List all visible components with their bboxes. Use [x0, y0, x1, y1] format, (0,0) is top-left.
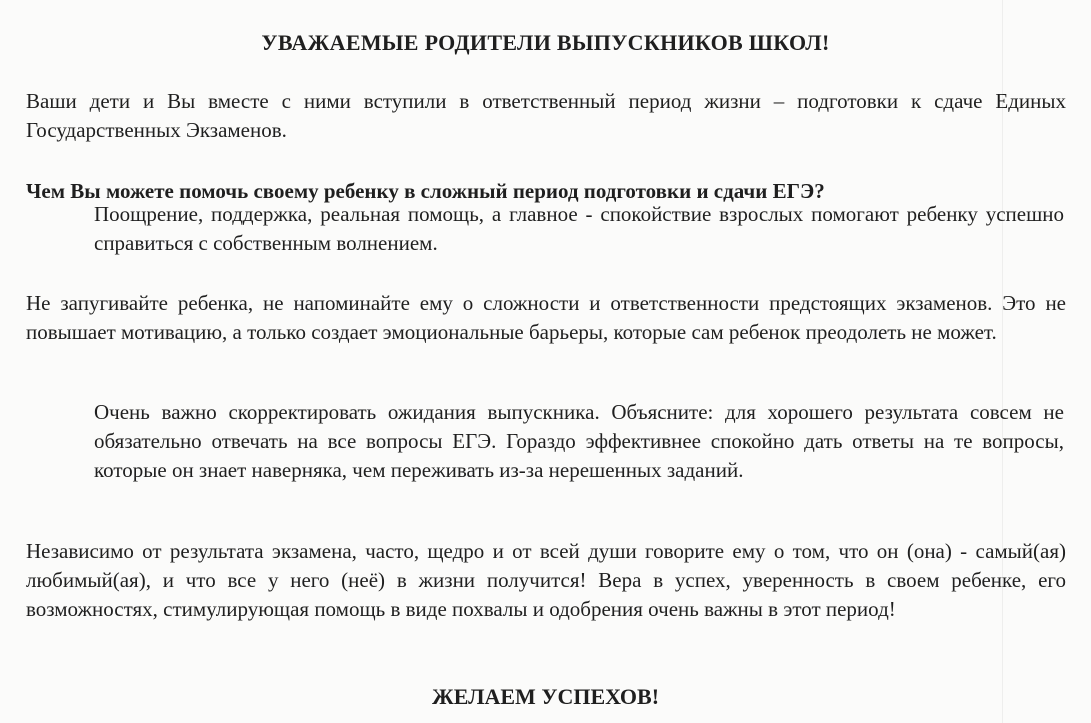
- section-heading: Чем Вы можете помочь своему ребенку в сложный период подготовки и сдачи ЕГЭ?: [26, 179, 825, 203]
- warning-paragraph: Не запугивайте ребенка, не напоминайте ему о сложности и ответственности предстоящих экзаменов. Это не повышает мотивацию, а только создает эмоциональные барьеры, которые сам ребенок преодолеть не может.: [26, 291, 1066, 344]
- encouragement-paragraph: Независимо от результата экзамена, часто, щедро и от всей души говорите ему о том, что он (она) - самый(ая) любимый(ая), и что все у него (неё) в жизни получится! Вера в успех, уверенность в своем ребенке, его возможностях, стимулирующая помощь в виде похвалы и одобрения очень важны в этот период!: [26, 539, 1066, 621]
- support-paragraph: Поощрение, поддержка, реальная помощь, а главное - спокойствие взрослых помогают ребенку успешно справиться с собственным волнением.: [94, 202, 1064, 255]
- expectations-paragraph: Очень важно скорректировать ожидания выпускника. Объясните: для хорошего результата совсем не обязательно отвечать на все вопросы ЕГЭ. Гораздо эффективнее спокойно дать ответы на те вопросы, которые он знает наверняка, чем переживать из-за нерешенных заданий.: [94, 400, 1064, 482]
- closing-wish: ЖЕЛАЕМ УСПЕХОВ!: [431, 684, 660, 709]
- intro-paragraph: Ваши дети и Вы вместе с ними вступили в ответственный период жизни – подготовки к сдаче Единых Государственных Экзаменов.: [26, 89, 1066, 142]
- document-title: УВАЖАЕМЫЕ РОДИТЕЛИ ВЫПУСКНИКОВ ШКОЛ!: [261, 30, 830, 55]
